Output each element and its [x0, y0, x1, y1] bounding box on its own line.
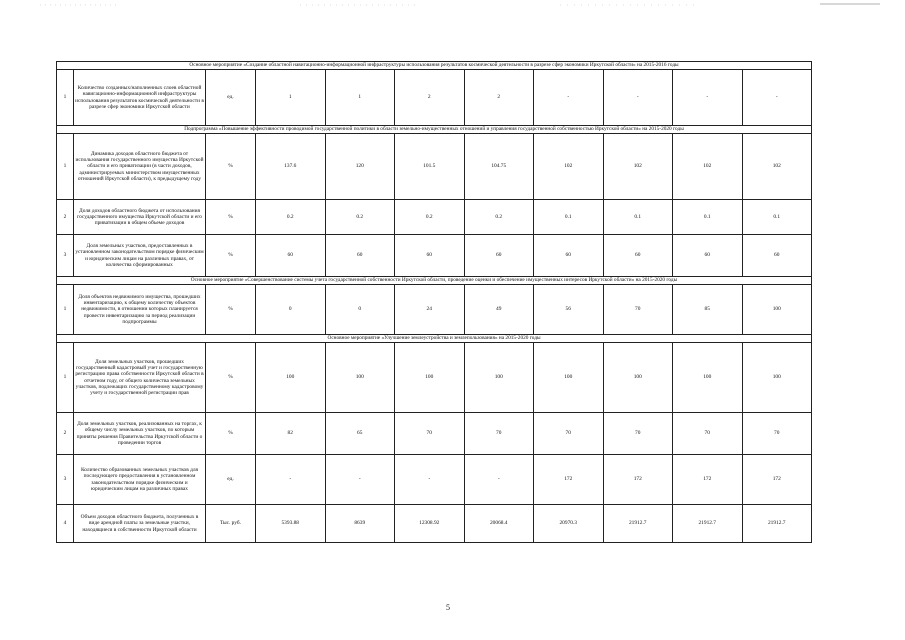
scan-edge-marks [0, 2, 905, 8]
unit-cell: % [206, 413, 256, 455]
table-row [57, 285, 812, 335]
section-title: Подпрограмма «Повышение эффективности проводимой государственной политики в области земельно-имущественных отношений и управления государственной собственностью Иркутской области» на 2015-2020 годы [57, 126, 812, 134]
value-cell: 5393.88 [256, 505, 326, 543]
value-cell: 100 [325, 343, 395, 413]
unit-cell: % [206, 285, 256, 335]
value-cell: 102 [534, 134, 604, 200]
value-cell: - [673, 70, 743, 126]
value-cell: 65 [325, 413, 395, 455]
page-number: 5 [446, 603, 450, 612]
value-cell: 12308.92 [395, 505, 465, 543]
section-title: Основное мероприятие «Совершенствование системы учета государственной собственности Иркутской области, проведение оценки и обеспечение имущественных интересов Иркутской области» на 2015-2020 годы [57, 277, 812, 285]
value-cell: 120 [325, 134, 395, 200]
value-cell: 102 [673, 134, 743, 200]
indicator-name: Доля доходов областного бюджета от использования государственного имущества Иркутской области и его приватизации в общем объеме доходов [74, 200, 206, 235]
value-cell: 60 [256, 235, 326, 277]
value-cell: - [395, 455, 465, 505]
unit-cell: ед. [206, 455, 256, 505]
value-cell: 21912.7 [742, 505, 812, 543]
table-row [57, 343, 812, 413]
value-cell: 104.75 [464, 134, 534, 200]
value-cell: 0 [325, 285, 395, 335]
indicator-name: Доля земельных участков, предоставленных в установленном законодательством порядке физическим и юридическим лицам на различных правах, от количества сформированных [74, 235, 206, 277]
table-row [57, 200, 812, 235]
unit-cell: % [206, 134, 256, 200]
value-cell: - [534, 70, 604, 126]
value-cell: 100 [534, 343, 604, 413]
indicators-table [56, 61, 812, 543]
value-cell: 60 [603, 235, 673, 277]
value-cell: 172 [742, 455, 812, 505]
value-cell: 49 [464, 285, 534, 335]
value-cell: 2 [464, 70, 534, 126]
unit-cell: Тыс. руб. [206, 505, 256, 543]
table-row [57, 413, 812, 455]
value-cell: 0 [256, 285, 326, 335]
value-cell: 0.1 [742, 200, 812, 235]
value-cell: 85 [673, 285, 743, 335]
indicator-name: Количество образованных земельных участков для последующего предоставления в установленном законодательством порядке физическим и юридическим лицам на различных правах [74, 455, 206, 505]
value-cell: 172 [603, 455, 673, 505]
value-cell: 2 [395, 70, 465, 126]
row-number: 1 [57, 343, 74, 413]
indicator-name: Объем доходов областного бюджета, полученных в виде арендной платы за земельные участки, находящиеся в собственности Иркутской области [74, 505, 206, 543]
value-cell: 60 [325, 235, 395, 277]
value-cell: 100 [464, 343, 534, 413]
value-cell: 172 [534, 455, 604, 505]
value-cell: 70 [742, 413, 812, 455]
indicator-name: Доля земельных участков, прошедших государственный кадастровый учет и государственную регистрацию права собственности Иркутской области в отчетном году, от общего количества земельных участков, подлежащих государственному кадастровому учету и государственной регистрации прав [74, 343, 206, 413]
unit-cell: % [206, 200, 256, 235]
row-number: 4 [57, 505, 74, 543]
value-cell: 137.6 [256, 134, 326, 200]
value-cell: 60 [742, 235, 812, 277]
value-cell: 0.2 [464, 200, 534, 235]
value-cell: 1 [256, 70, 326, 126]
value-cell: - [742, 70, 812, 126]
value-cell: 21912.7 [673, 505, 743, 543]
value-cell: 101.5 [395, 134, 465, 200]
value-cell: 102 [742, 134, 812, 200]
indicator-name: Доля земельных участков, реализованных на торгах, к общему числу земельных участков, по которым приняты решения Правительства Иркутской области о проведении торгов [74, 413, 206, 455]
table-row [57, 235, 812, 277]
table-row [57, 455, 812, 505]
section-header-row [57, 126, 812, 134]
value-cell: 70 [464, 413, 534, 455]
value-cell: 100 [395, 343, 465, 413]
value-cell: 70 [534, 413, 604, 455]
unit-cell: % [206, 235, 256, 277]
row-number: 2 [57, 200, 74, 235]
value-cell: - [464, 455, 534, 505]
row-number: 1 [57, 70, 74, 126]
value-cell: 0.1 [603, 200, 673, 235]
section-header-row [57, 335, 812, 343]
value-cell: 100 [673, 343, 743, 413]
value-cell: 24 [395, 285, 465, 335]
row-number: 3 [57, 455, 74, 505]
row-number: 1 [57, 134, 74, 200]
row-number: 1 [57, 285, 74, 335]
value-cell: 60 [534, 235, 604, 277]
section-title: Основное мероприятие «Создание областной навигационно-информационной инфраструктуры использования результатов космической деятельности в разрезе сфер экономики Иркутской области» на 2015-2016 годы [57, 62, 812, 70]
table-row [57, 134, 812, 200]
value-cell: 60 [395, 235, 465, 277]
value-cell: 82 [256, 413, 326, 455]
value-cell: 0.2 [325, 200, 395, 235]
section-header-row [57, 277, 812, 285]
value-cell: 0.1 [534, 200, 604, 235]
value-cell: 70 [603, 285, 673, 335]
value-cell: 60 [464, 235, 534, 277]
value-cell: 60 [673, 235, 743, 277]
value-cell: 70 [603, 413, 673, 455]
value-cell: 0.1 [673, 200, 743, 235]
value-cell: - [603, 70, 673, 126]
value-cell: 0.2 [395, 200, 465, 235]
unit-cell: ед. [206, 70, 256, 126]
value-cell: - [325, 455, 395, 505]
value-cell: 102 [603, 134, 673, 200]
value-cell: 0.2 [256, 200, 326, 235]
section-header-row [57, 62, 812, 70]
row-number: 3 [57, 235, 74, 277]
indicator-name: Количество созданных/наполненных слоев областной навигационно-информационной инфраструктуры использования результатов космической деятельности в разрезе сфер экономики Иркутской области [74, 70, 206, 126]
value-cell: - [256, 455, 326, 505]
value-cell: 100 [603, 343, 673, 413]
value-cell: 21912.7 [603, 505, 673, 543]
section-title: Основное мероприятие «Улучшение землеустройства и землепользования» на 2015-2020 годы [57, 335, 812, 343]
value-cell: 70 [395, 413, 465, 455]
indicator-name: Доля объектов недвижимого имущества, прошедших инвентаризацию, к общему количеству объектов недвижимости, в отношении которых планируется провести инвентаризацию за период реализации подпрограммы [74, 285, 206, 335]
value-cell: 100 [742, 285, 812, 335]
row-number: 2 [57, 413, 74, 455]
value-cell: 20068.4 [464, 505, 534, 543]
value-cell: 1 [325, 70, 395, 126]
value-cell: 56 [534, 285, 604, 335]
value-cell: 100 [256, 343, 326, 413]
unit-cell: % [206, 343, 256, 413]
table-row [57, 505, 812, 543]
value-cell: 100 [742, 343, 812, 413]
table-row [57, 70, 812, 126]
value-cell: 8639 [325, 505, 395, 543]
indicator-name: Динамика доходов областного бюджета от использования государственного имущества Иркутской области и его приватизации (в части доходов, администрируемых министерством имущественных отношений Иркутской области), к предыдущему году [74, 134, 206, 200]
value-cell: 70 [673, 413, 743, 455]
value-cell: 172 [673, 455, 743, 505]
value-cell: 20970.3 [534, 505, 604, 543]
